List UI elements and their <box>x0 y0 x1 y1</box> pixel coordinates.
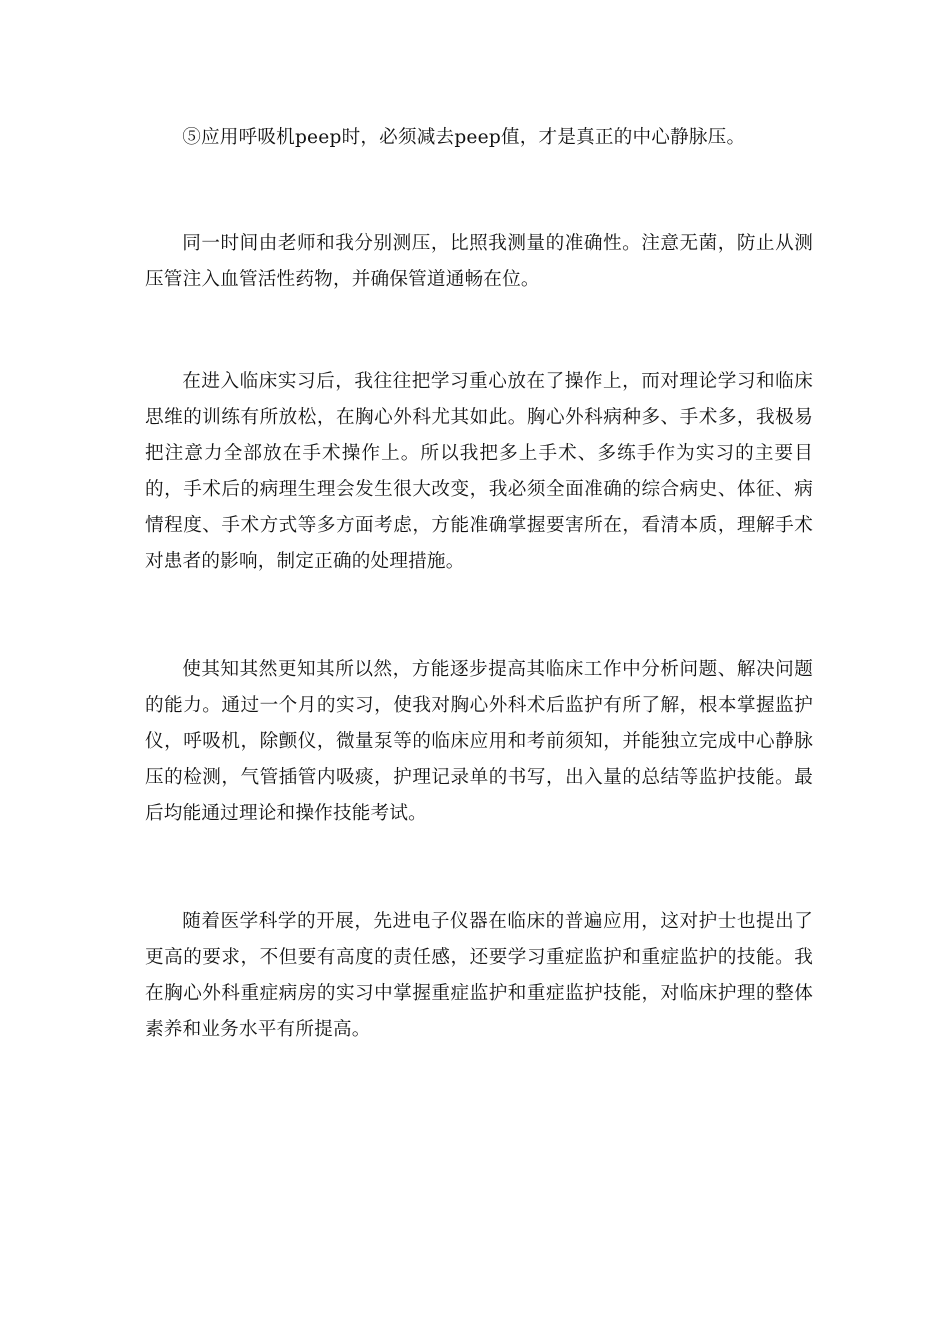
paragraph-clinical-practice: 在进入临床实习后，我往往把学习重心放在了操作上，而对理论学习和临床思维的训练有所放松，在胸心外科尤其如此。胸心外科病种多、手术多，我极易把注意力全部放在手术操作上。所以我把多上手术、多练手作为实习的主要目的，手术后的病理生理会发生很大改变，我必须全面准确的综合病史、体征、病情程度、手术方式等多方面考虑，方能准确掌握要害所在，看清本质，理解手术对患者的影响，制定正确的处理措施。 <box>145 371 813 572</box>
paragraph-cvp-peep-note: ⑤应用呼吸机peep时，必须减去peep值，才是真正的中心静脉压。 <box>182 127 746 148</box>
paragraph-pressure-measurement: 同一时间由老师和我分别测压，比照我测量的准确性。注意无菌，防止从测压管注入血管活性药物，并确保管道通畅在位。 <box>145 233 813 290</box>
paragraph-conclusion: 随着医学科学的开展，先进电子仪器在临床的普遍应用，这对护士也提出了更高的要求，不但要有高度的责任感，还要学习重症监护和重症监护的技能。我在胸心外科重症病房的实习中掌握重症监护和重症监护技能，对临床护理的整体素养和业务水平有所提高。 <box>145 911 813 1040</box>
paragraph-monitoring-skills: 使其知其然更知其所以然，方能逐步提高其临床工作中分析问题、解决问题的能力。通过一个月的实习，使我对胸心外科术后监护有所了解，根本掌握监护仪，呼吸机，除颤仪，微量泵等的临床应用和考前须知，并能独立完成中心静脉压的检测，气管插管内吸痰，护理记录单的书写，出入量的总结等监护技能。最后均能通过理论和操作技能考试。 <box>145 659 813 824</box>
